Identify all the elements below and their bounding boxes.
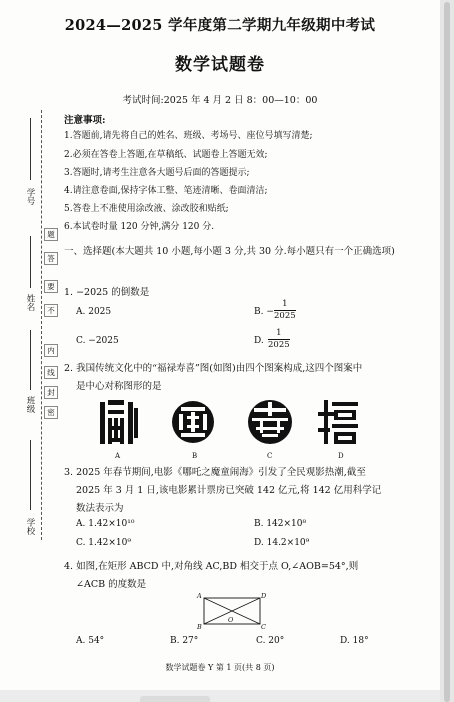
- scrollbar-thumb[interactable]: [444, 2, 450, 702]
- q1-option-a: A. 2025: [76, 307, 112, 317]
- q1-option-d-prefix: D.: [254, 336, 264, 346]
- school-line: [30, 440, 31, 510]
- question-3-line-3: 数法表示为: [76, 503, 124, 514]
- q4-option-a: A. 54°: [76, 636, 105, 646]
- q3-option-c: C. 1.42×10⁹: [76, 538, 131, 548]
- q3-option-a: A. 1.42×10¹⁰: [76, 519, 135, 529]
- question-2-stem-line-2: 是中心对称图形的是: [76, 381, 162, 392]
- pattern-a-fu: [100, 400, 138, 444]
- q4-option-d: D. 18°: [340, 636, 369, 646]
- viewer-bottom-strip: [0, 690, 440, 702]
- q1-option-d-fraction: [268, 328, 290, 351]
- q1-b-denominator: 2025: [274, 311, 296, 321]
- q2-label-d: D: [338, 452, 344, 460]
- q2-label-a: A: [115, 452, 121, 460]
- page-tab[interactable]: [140, 696, 210, 702]
- notes-title: 注意事项:: [64, 115, 106, 126]
- rectangle-abcd-figure: [196, 592, 268, 632]
- point-b-label: B: [197, 623, 202, 631]
- seal-char: 密: [44, 406, 58, 419]
- question-4-line-1: 4. 如图,在矩形 ABCD 中,对角线 AC,BD 相交于点 O,∠AOB=54°,则: [64, 561, 359, 572]
- note-item: 3.答题时,请考生注意各大题号后面的答题提示;: [64, 168, 250, 178]
- pattern-d-xi: [318, 400, 358, 444]
- point-o-label: O: [228, 616, 234, 624]
- q1-d-denominator: 2025: [268, 340, 290, 350]
- question-3-line-1: 3. 2025 年春节期间,电影《哪吒之魔童闹海》引发了全民观影热潮,截至: [64, 467, 366, 478]
- seal-char: 题: [44, 228, 58, 241]
- q2-label-b: B: [192, 452, 198, 460]
- note-item: 2.必须在答卷上答题,在草稿纸、试题卷上答题无效;: [64, 150, 268, 160]
- seal-char: 不: [44, 304, 58, 317]
- paper-title: 数学试题卷: [175, 55, 265, 75]
- pattern-c-shou: [248, 400, 292, 444]
- fu-lu-shou-xi-figure: [98, 398, 378, 450]
- question-1-stem: 1. −2025 的倒数是: [64, 287, 150, 298]
- q1-option-c: C. −2025: [76, 336, 119, 346]
- q3-option-b: B. 142×10⁸: [254, 519, 307, 529]
- seal-char: 要: [44, 280, 58, 293]
- note-item: 5.答卷上不准使用涂改液、涂改胶和贴纸;: [64, 204, 229, 214]
- name-label: 姓名: [25, 294, 35, 311]
- page-footer: 数学试题卷 Y 第 1 页(共 8 页): [165, 663, 275, 672]
- seal-char: 答: [44, 252, 58, 265]
- section-heading: 一、选择题(本大题共 10 小题,每小题 3 分,共 30 分.每小题只有一个正确选项): [64, 246, 395, 257]
- point-c-label: C: [261, 623, 266, 631]
- exam-title: 2024—2025 学年度第二学期九年级期中考试: [64, 17, 376, 34]
- question-4-line-2: ∠ACB 的度数是: [76, 579, 147, 590]
- note-item: 4.请注意卷面,保持字体工整、笔迹清晰、卷面清洁;: [64, 186, 268, 196]
- question-2-stem-line-1: 2. 我国传统文化中的“福禄寿喜”图(如图)由四个图案构成,这四个图案中: [64, 363, 363, 374]
- class-line: [30, 330, 31, 390]
- point-d-label: D: [261, 592, 267, 600]
- question-3-line-2: 2025 年 3 月 1 日,该电影累计票房已突破 142 亿元,将 142 亿用科学记: [76, 485, 382, 496]
- q2-label-c: C: [267, 452, 273, 460]
- pattern-b-lu: [172, 401, 214, 443]
- class-label: 班级: [25, 396, 35, 413]
- binding-dashed-line: [41, 110, 42, 540]
- student-id-label: 学号: [25, 188, 35, 205]
- note-item: 1.答题前,请先将自己的姓名、班级、考场号、座位号填写清楚;: [64, 131, 313, 141]
- q1-b-numerator: 1: [274, 299, 296, 311]
- student-id-line: [30, 118, 31, 180]
- seal-char: 内: [44, 344, 58, 357]
- seal-char: 封: [44, 386, 58, 399]
- q1-option-b-prefix: B. −: [254, 307, 274, 317]
- seal-char: 线: [44, 366, 58, 379]
- exam-time: 考试时间:2025 年 4 月 2 日 8：00—10：00: [122, 95, 318, 106]
- q4-option-b: B. 27°: [170, 636, 199, 646]
- q1-option-b-fraction: [274, 299, 296, 322]
- name-line: [30, 236, 31, 288]
- point-a-label: A: [197, 592, 202, 600]
- note-item: 6.本试卷时量 120 分钟,满分 120 分.: [64, 222, 215, 232]
- school-label: 学校: [25, 518, 35, 535]
- q4-option-c: C. 20°: [256, 636, 285, 646]
- q3-option-d: D. 14.2×10⁹: [254, 538, 310, 548]
- q1-d-numerator: 1: [268, 328, 290, 340]
